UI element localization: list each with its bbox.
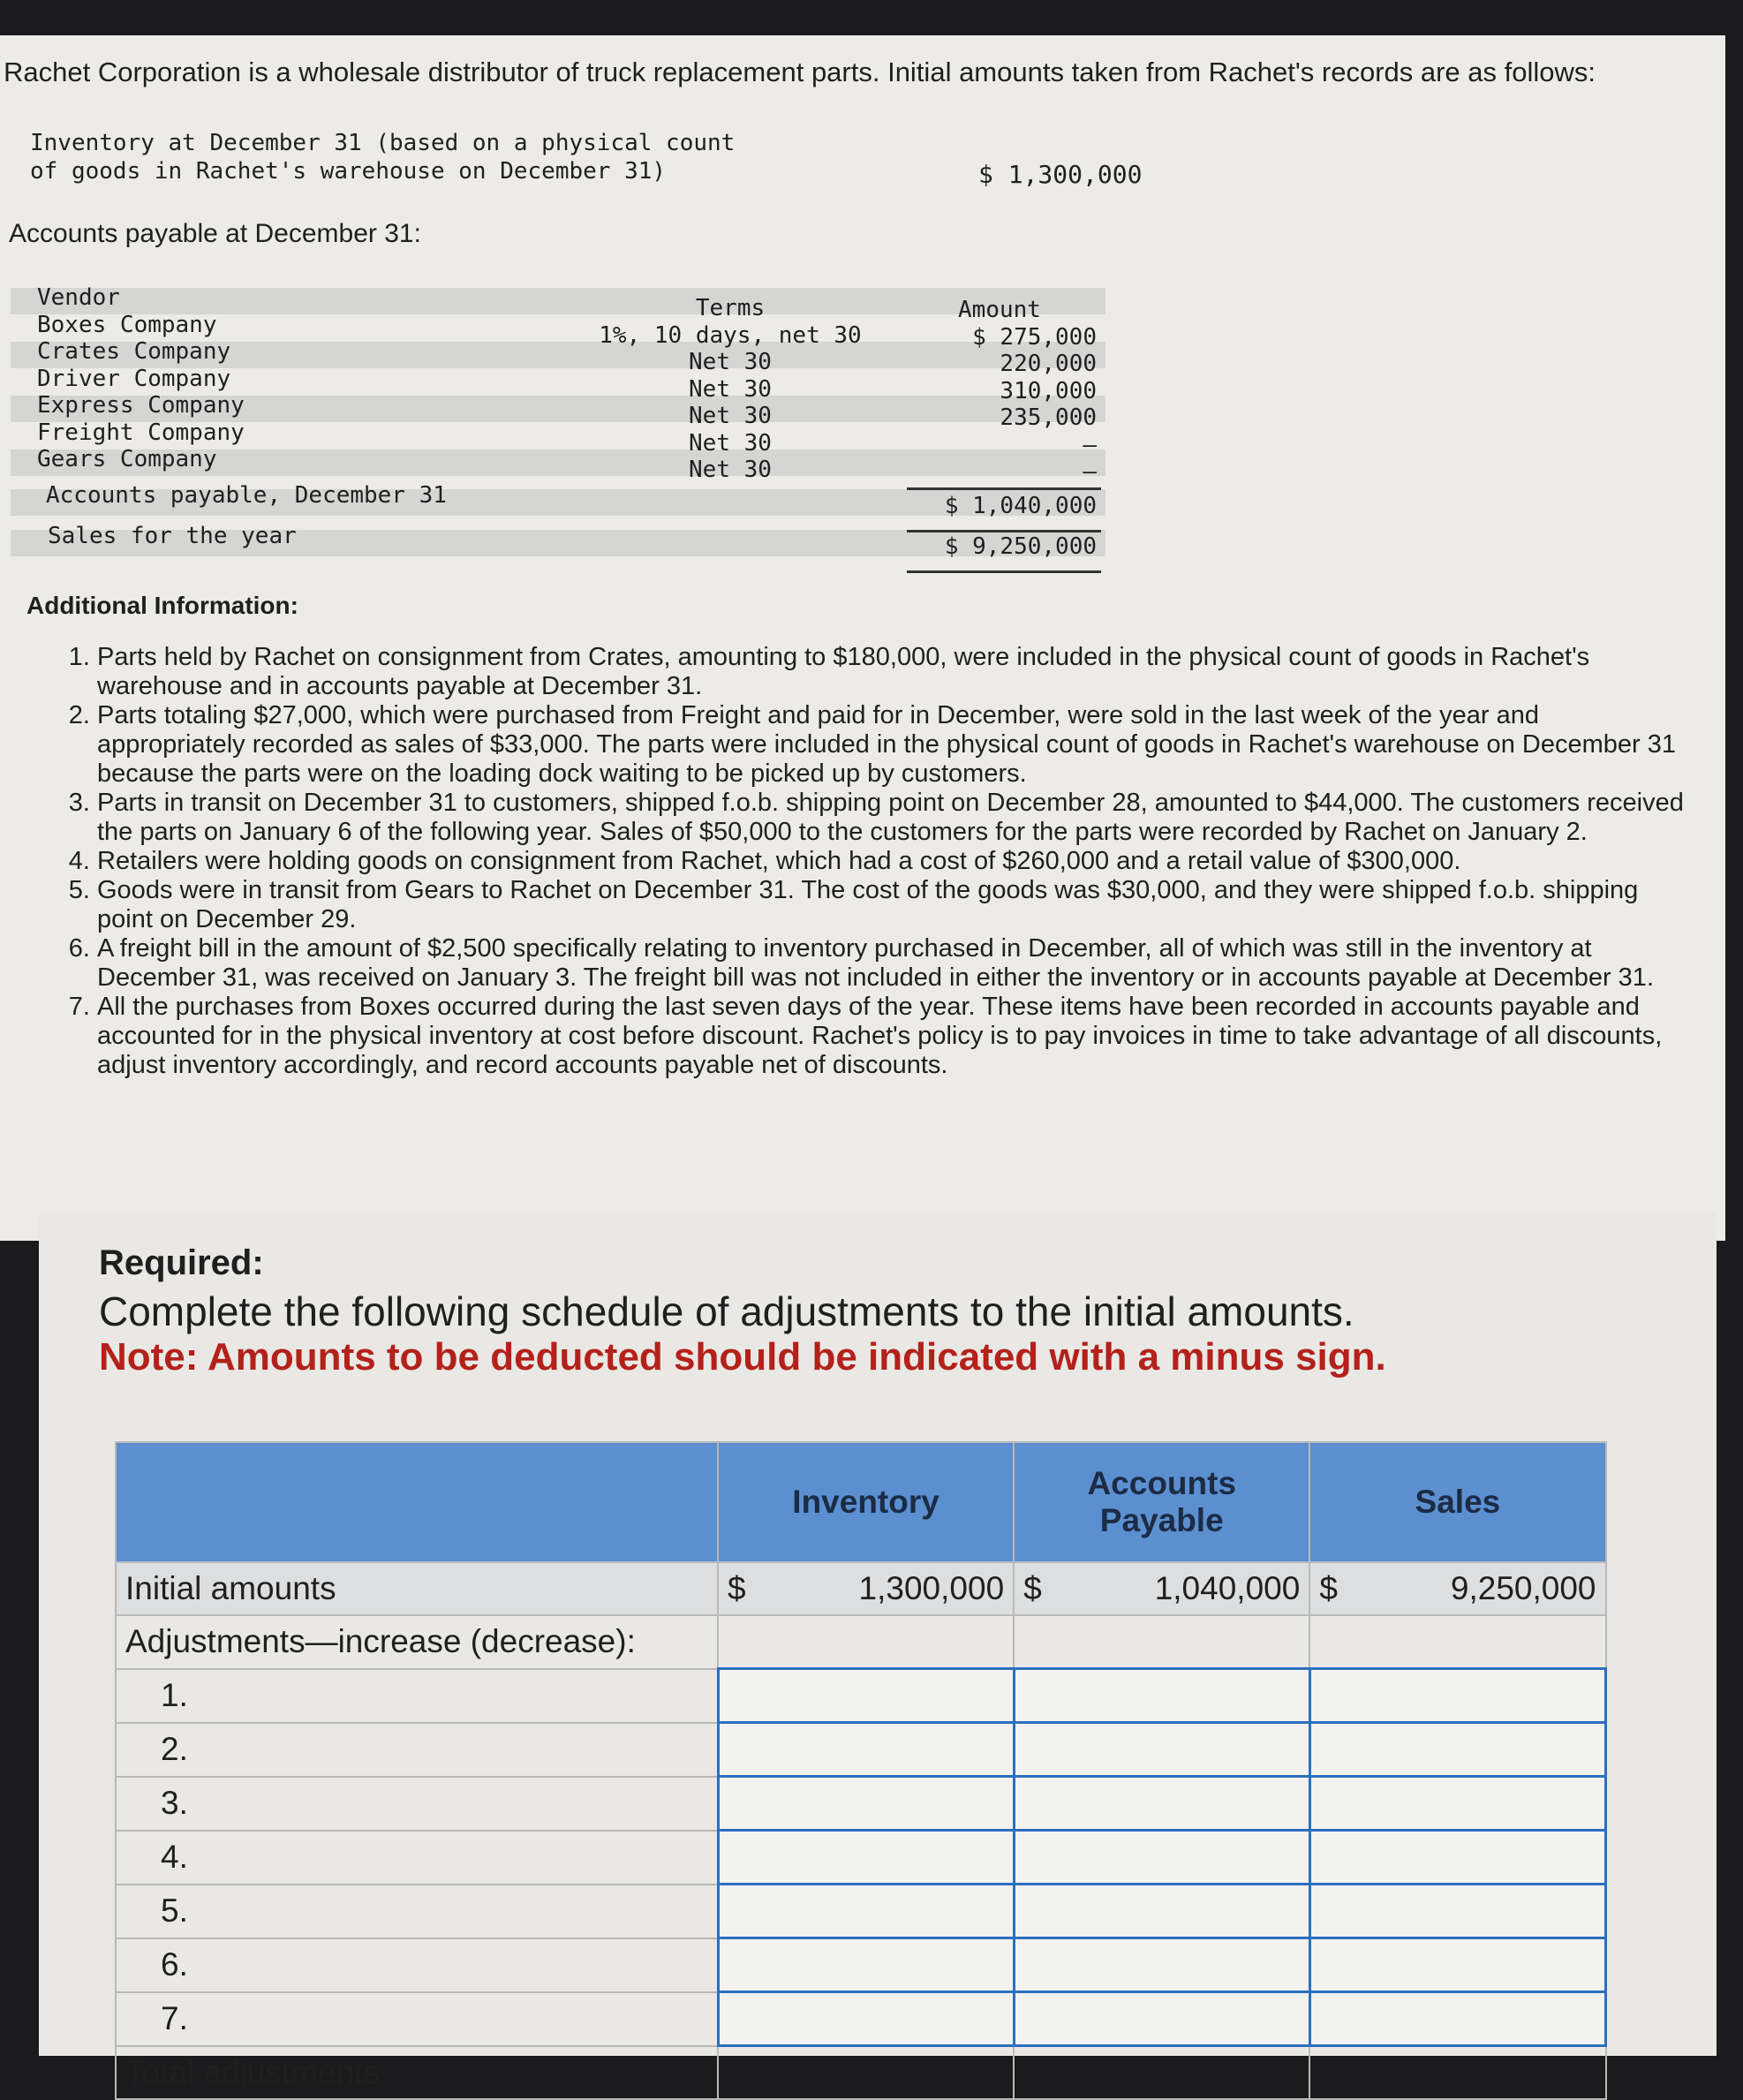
- amount-cell: –: [1083, 431, 1097, 458]
- total-row: [116, 2046, 1606, 2100]
- adjustment-row: [116, 1831, 1606, 1885]
- inventory-input[interactable]: [718, 1723, 1014, 1777]
- double-rule: [907, 570, 1101, 573]
- note-item: 3. Parts in transit on December 31 to customers, shipped f.o.b. shipping point on December 28, amounted to $44,000. The customers received the parts on January 6 of the following year. Sales of $50,000 to the customers for the parts were recorded by Rachet on January 2.: [97, 789, 1686, 847]
- adjustment-row: [116, 1938, 1606, 1992]
- adjustment-row: [116, 1723, 1606, 1777]
- inventory-input[interactable]: [718, 1938, 1014, 1992]
- ap-total-label: Accounts payable, December 31: [46, 482, 447, 509]
- note-item: 6. A freight bill in the amount of $2,500 specifically relating to inventory purchased in December, all of which was still in the inventory at December 31, was received on January 3. The freight bill was not included in either the inventory or in accounts payable at December 31.: [97, 934, 1686, 993]
- ap-input[interactable]: [1014, 1992, 1309, 2046]
- notes-list: [62, 643, 1686, 1080]
- row-label: 4.: [116, 1831, 718, 1885]
- terms-cell: Net 30: [689, 403, 772, 429]
- sales-input[interactable]: [1309, 1992, 1605, 2046]
- adjustment-row: [116, 1992, 1606, 2046]
- inventory-input[interactable]: [718, 1992, 1014, 2046]
- adjustment-row: [116, 1669, 1606, 1723]
- adjustment-row: [116, 1777, 1606, 1831]
- inventory-input[interactable]: [718, 1669, 1014, 1723]
- sales-input[interactable]: [1309, 1669, 1605, 1723]
- ap-input[interactable]: [1014, 1669, 1309, 1723]
- sales-input[interactable]: [1309, 1777, 1605, 1831]
- terms-cell: 1%, 10 days, net 30: [599, 321, 862, 349]
- required-note: Note: Amounts to be deducted should be indicated with a minus sign.: [99, 1335, 1386, 1379]
- sales-input[interactable]: [1309, 1938, 1605, 1992]
- vendor-cell: Express Company: [37, 392, 245, 419]
- vendor-column: [37, 284, 245, 473]
- ap-input[interactable]: [1014, 1885, 1309, 1938]
- vendor-cell: Crates Company: [37, 338, 231, 365]
- amount-cell: –: [1083, 458, 1097, 485]
- ap-header: Accounts Payable: [1014, 1442, 1309, 1562]
- sales-input[interactable]: [1309, 1885, 1605, 1938]
- inventory-input[interactable]: [718, 1831, 1014, 1885]
- terms-cell: Net 30: [689, 349, 772, 375]
- ap-input[interactable]: [1014, 1831, 1309, 1885]
- sales-header: Sales: [1309, 1442, 1605, 1562]
- note-item: 4. Retailers were holding goods on consignment from Rachet, which had a cost of $260,000 and a retail value of $300,000.: [97, 847, 1686, 876]
- ap-input[interactable]: [1014, 1777, 1309, 1831]
- inventory-input[interactable]: [718, 1777, 1014, 1831]
- ap-label: Accounts payable at December 31:: [9, 219, 421, 248]
- initial-row: [116, 1562, 1606, 1615]
- row-label: 1.: [116, 1669, 718, 1723]
- terms-cell: Net 30: [689, 375, 772, 403]
- row-label: 2.: [116, 1723, 718, 1777]
- row-label: 7.: [116, 1992, 718, 2046]
- inventory-amount: $ 1,300,000: [978, 160, 1143, 189]
- initial-inventory: $ 1,300,000: [718, 1562, 1014, 1615]
- note-item: 2. Parts totaling $27,000, which were purchased from Freight and paid for in December, were sold in the last week of the year and appropriately recorded as sales of $33,000. The parts were included in the physical count of goods in Rachet's warehouse on December 31 because the parts were on the loading dock waiting to be picked up by customers.: [97, 701, 1686, 789]
- sales-input[interactable]: [1309, 1723, 1605, 1777]
- vendor-table: [11, 284, 1105, 571]
- inventory-header: Inventory: [718, 1442, 1014, 1562]
- sales-value: $ 9,250,000: [944, 533, 1097, 560]
- ap-input[interactable]: [1014, 1723, 1309, 1777]
- row-label: 5.: [116, 1885, 718, 1938]
- total-label: Total adjustments: [116, 2046, 718, 2100]
- note-item: 5. Goods were in transit from Gears to Rachet on December 31. The cost of the goods was $30,000, and they were shipped f.o.b. shipping point on December 29.: [97, 876, 1686, 934]
- vendor-cell: Freight Company: [37, 419, 245, 446]
- ap-input[interactable]: [1014, 1938, 1309, 1992]
- terms-header: Terms: [695, 295, 766, 321]
- intro-text: Rachet Corporation is a wholesale distributor of truck replacement parts. Initial amounts taken from Rachet's records are as follows:: [4, 57, 1596, 87]
- required-title: Required:: [99, 1243, 264, 1282]
- amount-cell: $ 275,000: [972, 323, 1097, 351]
- terms-column: [585, 295, 876, 484]
- note-item: 1. Parts held by Rachet on consignment from Crates, amounting to $180,000, were included in the physical count of goods in Rachet's warehouse and in accounts payable at December 31.: [97, 643, 1686, 701]
- amount-header: Amount: [958, 297, 1041, 323]
- label-header: [116, 1442, 718, 1562]
- adjustments-label: Adjustments—increase (decrease):: [116, 1615, 718, 1669]
- amount-cell: 235,000: [1000, 404, 1097, 431]
- total-rule: [907, 530, 1101, 533]
- initial-sales: $ 9,250,000: [1309, 1562, 1605, 1615]
- terms-cell: Net 30: [689, 429, 772, 457]
- amount-cell: 220,000: [1000, 351, 1097, 377]
- vendor-cell: Driver Company: [37, 365, 231, 392]
- amount-column: [902, 297, 1097, 486]
- adjustments-schedule: [115, 1441, 1607, 2100]
- additional-info-title: Additional Information:: [26, 592, 298, 619]
- sales-label: Sales for the year: [48, 523, 297, 549]
- adjustments-header-row: [116, 1615, 1606, 1669]
- adjustment-row: [116, 1885, 1606, 1938]
- required-text: Complete the following schedule of adjustments to the initial amounts.: [99, 1288, 1354, 1334]
- amount-cell: 310,000: [1000, 377, 1097, 404]
- initial-label: Initial amounts: [116, 1562, 718, 1615]
- note-item: 7. All the purchases from Boxes occurred during the last seven days of the year. These items have been recorded in accounts payable and accounted for in the physical inventory at cost before discount. Rachet's policy is to pay invoices in time to take advantage of all discounts, adjust inventory accordingly, and record accounts payable net of discounts.: [97, 993, 1686, 1080]
- initial-ap: $ 1,040,000: [1014, 1562, 1309, 1615]
- vendor-cell: Boxes Company: [37, 311, 217, 338]
- terms-cell: Net 30: [689, 457, 772, 483]
- ap-total-value: $ 1,040,000: [944, 493, 1097, 519]
- vendor-header: Vendor: [37, 284, 120, 311]
- inventory-input[interactable]: [718, 1885, 1014, 1938]
- row-label: 6.: [116, 1938, 718, 1992]
- subtotal-rule: [907, 487, 1101, 490]
- row-label: 3.: [116, 1777, 718, 1831]
- sales-input[interactable]: [1309, 1831, 1605, 1885]
- inventory-label: Inventory at December 31 (based on a physical count of goods in Rachet's warehouse on December 31): [30, 130, 736, 185]
- vendor-cell: Gears Company: [37, 446, 217, 472]
